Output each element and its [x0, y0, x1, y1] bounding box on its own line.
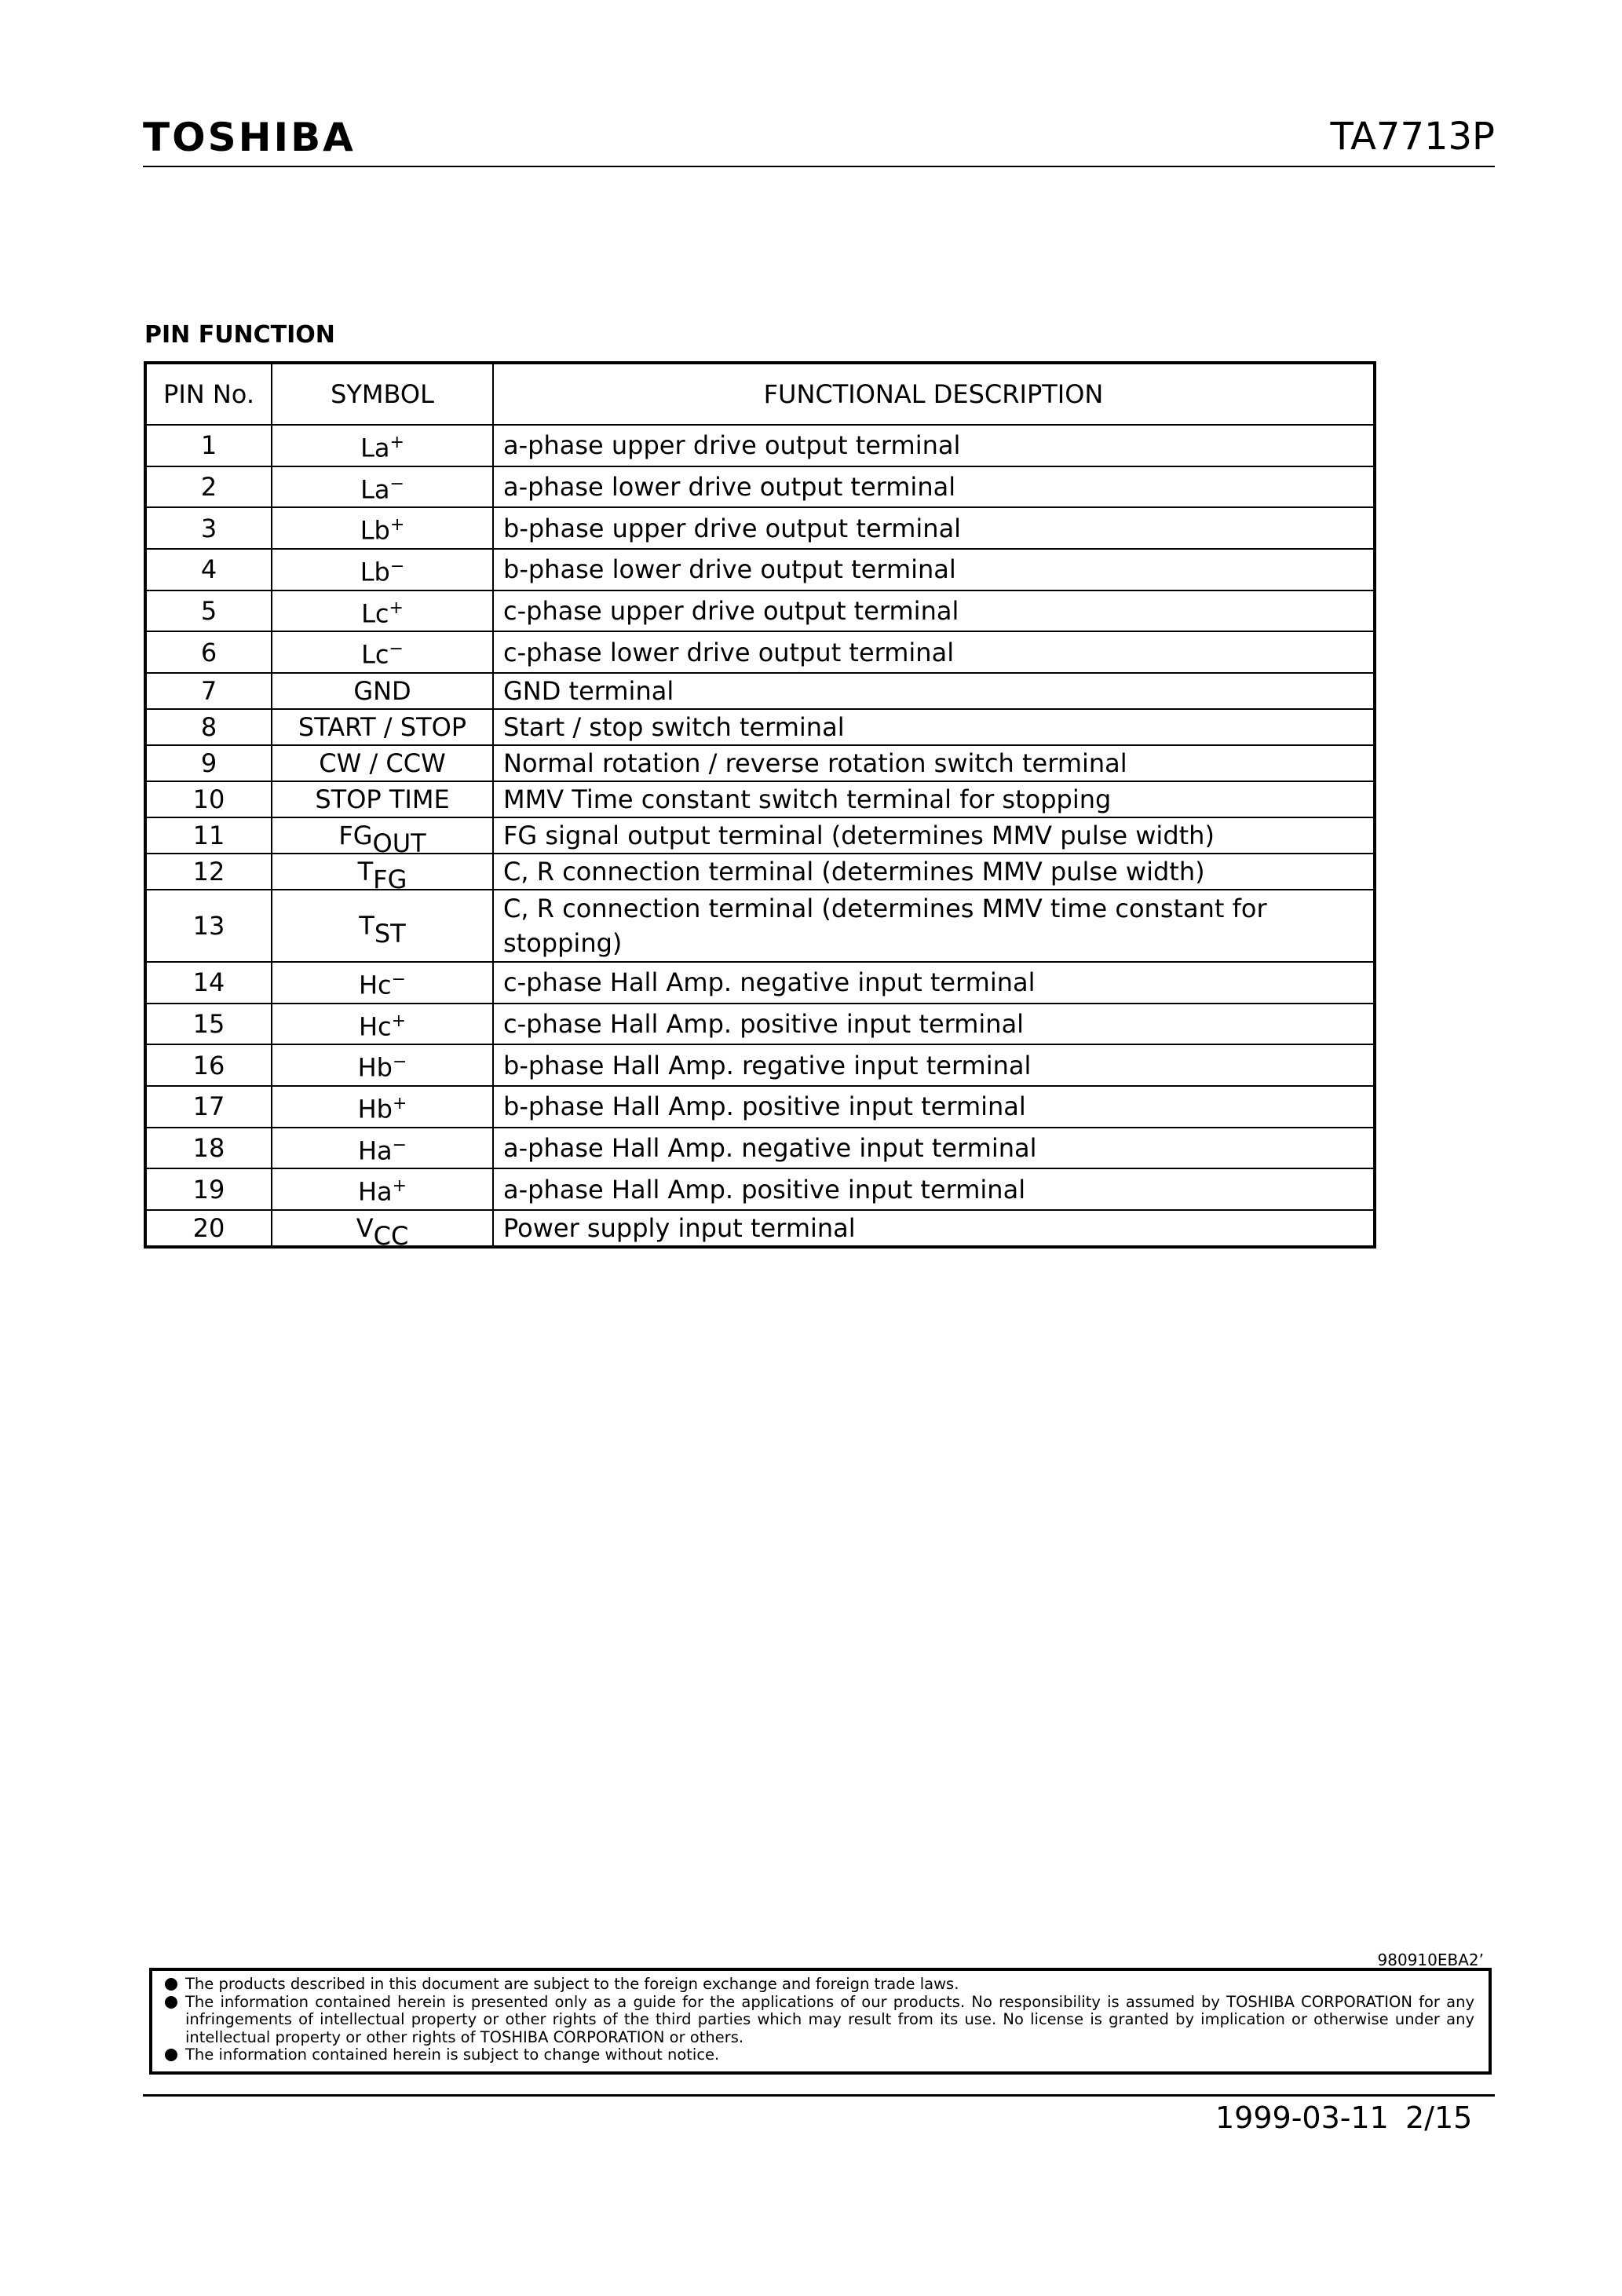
- symbol-text: Lc: [361, 639, 389, 670]
- pin-description: c-phase Hall Amp. positive input terminal: [493, 1004, 1375, 1045]
- notice-text: The products described in this document are subject to the foreign exchange and foreign trade laws.: [185, 1975, 959, 1993]
- pin-description: C, R connection terminal (determines MMV time constant for stopping): [493, 890, 1375, 962]
- table-row: [145, 745, 1375, 781]
- pin-description: a-phase Hall Amp. positive input terminal: [493, 1168, 1375, 1210]
- header-description: FUNCTIONAL DESCRIPTION: [493, 363, 1375, 425]
- pin-symbol: [272, 590, 493, 632]
- pin-symbol: [272, 1004, 493, 1045]
- symbol-superscript: −: [389, 639, 404, 660]
- header-pin-no: PIN No.: [145, 363, 272, 425]
- pin-number: 12: [145, 854, 272, 890]
- pin-symbol: [272, 1210, 493, 1251]
- header-divider: [143, 166, 1495, 167]
- table-row: [145, 1128, 1375, 1169]
- header-symbol: SYMBOL: [272, 363, 493, 425]
- symbol-text: Ha: [357, 1135, 393, 1166]
- pin-number: 1: [145, 425, 272, 466]
- pin-number: 17: [145, 1086, 272, 1128]
- page-number: 2/15: [1405, 2100, 1473, 2135]
- symbol-superscript: −: [392, 1052, 407, 1073]
- document-code: 980910EBA2’: [1377, 1951, 1484, 1969]
- symbol-text: Hc: [358, 1011, 392, 1042]
- pin-description: c-phase lower drive output terminal: [493, 631, 1375, 673]
- table-row: [145, 673, 1375, 709]
- pin-function-table: [144, 361, 1376, 1249]
- symbol-superscript: −: [389, 473, 404, 494]
- symbol-subscript: ST: [374, 918, 406, 949]
- table-row: [145, 631, 1375, 673]
- table-row: [145, 549, 1375, 590]
- pin-description: MMV Time constant switch terminal for stopping: [493, 781, 1375, 817]
- footer-divider: [143, 2094, 1495, 2097]
- symbol-text: V: [356, 1212, 374, 1243]
- notice-item: [165, 2046, 1474, 2064]
- notice-item: [165, 1976, 1474, 1994]
- table-row: [145, 1210, 1375, 1247]
- symbol-superscript: +: [389, 598, 404, 618]
- symbol-superscript: −: [392, 1135, 407, 1155]
- pin-description: b-phase Hall Amp. regative input terminal: [493, 1044, 1375, 1086]
- pin-description: FG signal output terminal (determines MMV pulse width): [493, 817, 1375, 854]
- pin-description: c-phase Hall Amp. negative input terminal: [493, 962, 1375, 1004]
- pin-number: 10: [145, 781, 272, 817]
- pin-symbol: [272, 425, 493, 466]
- symbol-superscript: +: [389, 515, 405, 536]
- bullet-icon: [165, 2049, 177, 2061]
- pin-number: 7: [145, 673, 272, 709]
- pin-rows: [145, 425, 1375, 1251]
- table-row: [145, 507, 1375, 549]
- pin-number: 19: [145, 1168, 272, 1210]
- pin-description: b-phase lower drive output terminal: [493, 549, 1375, 590]
- symbol-text: Lc: [361, 598, 389, 629]
- pin-symbol: [272, 854, 493, 894]
- pin-description: c-phase upper drive output terminal: [493, 590, 1375, 632]
- symbol-text: La: [360, 433, 390, 463]
- pin-symbol: [272, 781, 493, 817]
- pin-symbol: [272, 890, 493, 962]
- pin-number: 6: [145, 631, 272, 673]
- pin-symbol: [272, 1044, 493, 1086]
- pin-number: 18: [145, 1128, 272, 1169]
- symbol-superscript: +: [391, 1011, 407, 1031]
- pin-number: 5: [145, 590, 272, 632]
- pin-symbol: [272, 962, 493, 1004]
- symbol-text: Hc: [358, 970, 392, 1000]
- pin-symbol: [272, 745, 493, 781]
- pin-number: 14: [145, 962, 272, 1004]
- symbol-text: CW / CCW: [319, 748, 446, 778]
- bullet-icon: [165, 1996, 177, 2009]
- table-row: [145, 709, 1375, 745]
- table-row: [145, 1168, 1375, 1210]
- symbol-text: Ha: [357, 1176, 393, 1207]
- symbol-text: FG: [338, 820, 373, 850]
- pin-number: 15: [145, 1004, 272, 1045]
- pin-description: b-phase Hall Amp. positive input terminal: [493, 1086, 1375, 1128]
- symbol-subscript: FG: [373, 864, 407, 894]
- table-row: [145, 1044, 1375, 1086]
- symbol-text: GND: [353, 675, 411, 706]
- pin-symbol: [272, 466, 493, 508]
- table-row: [145, 425, 1375, 466]
- pin-number: 9: [145, 745, 272, 781]
- notice-text: The information contained herein is subject to change without notice.: [185, 2046, 720, 2064]
- symbol-superscript: −: [389, 556, 405, 576]
- symbol-text: Lb: [360, 515, 390, 546]
- table-row: [145, 466, 1375, 508]
- table-row: [145, 1086, 1375, 1128]
- notice-text: The information contained herein is presented only as a guide for the applications of our products. No responsibility is assumed by TOSHIBA CORPORATION for any infringements of intellectual property or other rights of the third parties which may result from its use. No license is granted by implication or otherwise under any intellectual property or other rights of TOSHIBA CORPORATION or others.: [185, 1992, 1474, 2046]
- symbol-text: START / STOP: [298, 711, 467, 742]
- notice-item: [165, 1994, 1474, 2047]
- pin-symbol: [272, 1086, 493, 1128]
- pin-symbol: [272, 817, 493, 858]
- symbol-subscript: CC: [373, 1220, 409, 1251]
- legal-notice-box: [149, 1968, 1492, 2075]
- pin-number: 16: [145, 1044, 272, 1086]
- part-number: TA7713P: [1330, 115, 1495, 159]
- symbol-superscript: −: [391, 969, 407, 989]
- symbol-superscript: +: [389, 433, 404, 452]
- table-row: [145, 817, 1375, 854]
- pin-symbol: [272, 549, 493, 590]
- pin-symbol: [272, 631, 493, 673]
- symbol-text: Hb: [357, 1052, 393, 1083]
- pin-description: a-phase Hall Amp. negative input terminal: [493, 1128, 1375, 1169]
- symbol-text: T: [359, 910, 374, 941]
- table-row: [145, 590, 1375, 632]
- pin-number: 13: [145, 890, 272, 962]
- symbol-superscript: +: [392, 1093, 407, 1113]
- pin-description: Start / stop switch terminal: [493, 709, 1375, 745]
- pin-description: a-phase upper drive output terminal: [493, 425, 1375, 466]
- pin-symbol: [272, 507, 493, 549]
- pin-number: 11: [145, 817, 272, 854]
- pin-description: C, R connection terminal (determines MMV pulse width): [493, 854, 1375, 890]
- pin-number: 20: [145, 1210, 272, 1247]
- pin-symbol: [272, 1168, 493, 1210]
- symbol-text: STOP TIME: [315, 784, 450, 814]
- pin-description: Power supply input terminal: [493, 1210, 1375, 1247]
- bullet-icon: [165, 1978, 177, 1991]
- symbol-subscript: OUT: [372, 828, 426, 858]
- pin-number: 2: [145, 466, 272, 508]
- symbol-text: T: [357, 856, 374, 887]
- toshiba-logo: TOSHIBA: [143, 115, 356, 160]
- symbol-superscript: +: [392, 1176, 407, 1197]
- table-row: [145, 1004, 1375, 1045]
- pin-number: 4: [145, 549, 272, 590]
- symbol-text: La: [360, 474, 390, 505]
- table-row: [145, 854, 1375, 890]
- symbol-text: Hb: [357, 1094, 393, 1124]
- table-row: [145, 890, 1375, 962]
- pin-symbol: [272, 673, 493, 709]
- pin-description: a-phase lower drive output terminal: [493, 466, 1375, 508]
- pin-description: Normal rotation / reverse rotation switch terminal: [493, 745, 1375, 781]
- pin-number: 3: [145, 507, 272, 549]
- symbol-text: Lb: [360, 557, 390, 587]
- section-title: PIN FUNCTION: [144, 321, 335, 349]
- table-row: [145, 962, 1375, 1004]
- pin-description: GND terminal: [493, 673, 1375, 709]
- pin-symbol: [272, 709, 493, 745]
- footer-date: 1999-03-11: [1215, 2100, 1389, 2135]
- table-header-row: [145, 363, 1375, 425]
- pin-number: 8: [145, 709, 272, 745]
- pin-symbol: [272, 1128, 493, 1169]
- pin-description: b-phase upper drive output terminal: [493, 507, 1375, 549]
- table-row: [145, 781, 1375, 817]
